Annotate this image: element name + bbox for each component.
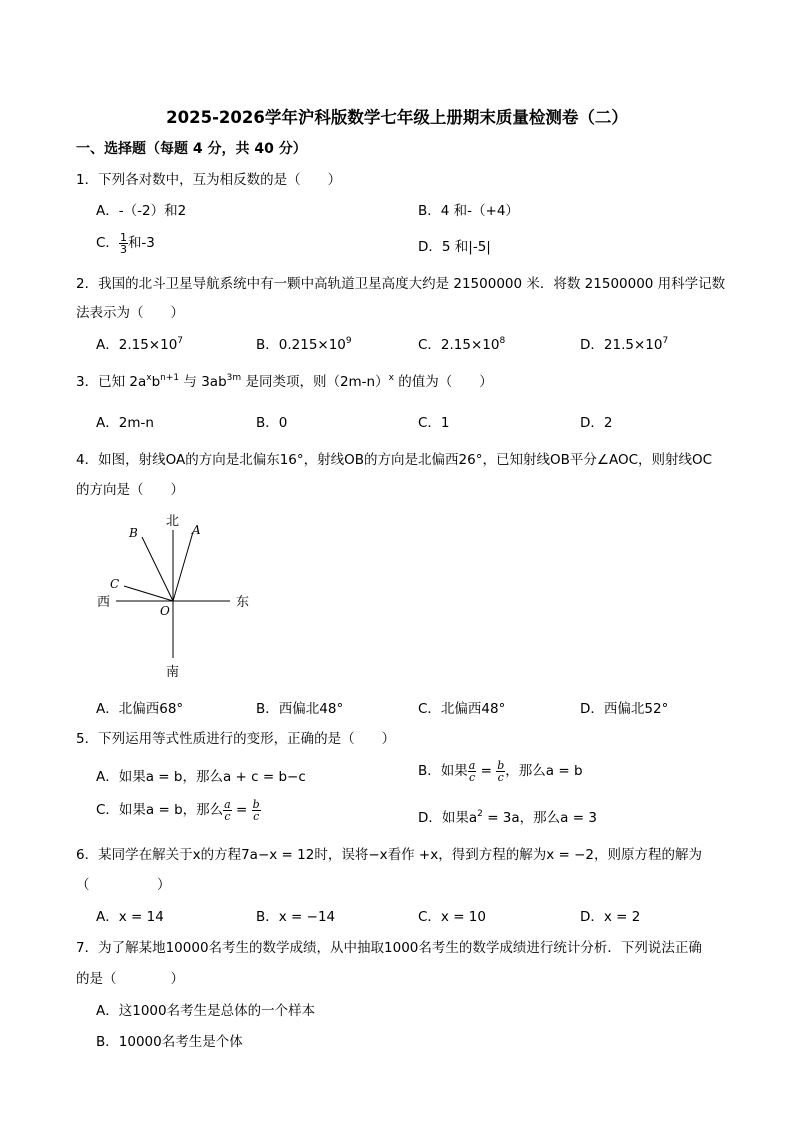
fraction-denominator: c (224, 809, 231, 823)
question-2-stem-line1: 2．我国的北斗卫星导航系统中有一颗中高轨道卫星高度大约是 21500000 米．将数 21500000 用科学记数 (76, 276, 726, 292)
question-4-option-c: C．北偏西48° (418, 701, 506, 717)
question-5-stem: 5．下列运用等式性质进行的变形，正确的是（ ） (76, 731, 396, 747)
question-6-stem-line2: （ ） (76, 877, 171, 893)
question-1-option-d: D．5 和|-5| (418, 239, 491, 255)
q3-exp: x (388, 373, 394, 383)
question-3-option-a: A．2m-n (96, 415, 154, 431)
question-6-option-d: D．x = 2 (580, 909, 641, 925)
q5d-exp: 2 (477, 809, 483, 819)
q3-exp: n+1 (160, 373, 180, 383)
section-heading: 一、选择题（每题 4 分，共 40 分） (76, 141, 307, 157)
option-c-suffix: 和-3 (127, 235, 155, 251)
q3-part: 3．已知 2a (76, 374, 147, 390)
option-c-exponent: 8 (499, 336, 506, 346)
label-north: 北 (166, 514, 180, 529)
label-south: 南 (166, 665, 180, 680)
question-3-option-c: C．1 (418, 415, 450, 431)
fraction-a-over-c (223, 799, 232, 822)
q3-part: 与 3ab (179, 374, 227, 390)
question-7-stem-line2: 的是（ ） (76, 971, 184, 987)
label-o: O (160, 604, 170, 618)
fraction-denominator: c (497, 770, 504, 784)
question-6-option-b: B．x = −14 (256, 909, 336, 925)
question-2-option-b (256, 333, 352, 353)
option-b-exponent: 9 (345, 336, 352, 346)
q3-part: 的值为（ ） (393, 374, 493, 390)
question-3-stem (76, 370, 493, 390)
option-b-base: B．0.215×10 (256, 337, 346, 353)
question-7-option-a: A．这1000名考生是总体的一个样本 (96, 1003, 316, 1019)
question-6-option-a: A．x = 14 (96, 909, 164, 925)
question-4-stem-line2: 的方向是（ ） (76, 482, 184, 498)
label-west: 西 (97, 595, 111, 610)
question-2-option-a (96, 333, 183, 353)
question-1-stem: 1．下列各对数中，互为相反数的是（ ） (76, 172, 342, 188)
question-2-option-d (580, 333, 668, 353)
question-1-option-c (96, 231, 155, 255)
fraction-numerator: a (468, 758, 476, 772)
question-5-option-c (96, 798, 261, 822)
option-d-exponent: 7 (662, 336, 669, 346)
question-4-option-d: D．西偏北52° (580, 701, 669, 717)
q3-part: 是同类项，则（2m-n） (241, 374, 389, 390)
question-5-option-b (418, 759, 583, 783)
question-6-option-c: C．x = 10 (418, 909, 486, 925)
q3-exp: 3m (226, 373, 242, 383)
q3-exp: x (146, 373, 152, 383)
question-6-stem-line1: 6．某同学在解关于x的方程7a−x = 12时，误将−x看作 +x，得到方程的解为x = −2，则原方程的解为 (76, 847, 702, 863)
ray-ob (142, 537, 173, 601)
page-title: 2025-2026学年沪科版数学七年级上册期末质量检测卷（二） (166, 108, 628, 127)
question-5-option-a: A．如果a = b，那么a + c = b−c (96, 769, 306, 785)
label-b: B (129, 526, 138, 540)
ray-oa (173, 532, 193, 601)
fraction-b-over-c (252, 799, 261, 822)
fraction-one-third (119, 232, 128, 255)
label-c: C (110, 577, 120, 591)
q5d-post: = 3a，那么a = 3 (482, 810, 597, 826)
option-a-exponent: 7 (177, 336, 184, 346)
question-4-option-b: B．西偏北48° (256, 701, 344, 717)
fraction-denominator: c (468, 770, 476, 784)
fraction-denominator: 3 (119, 242, 127, 256)
question-7-option-b: B．10000名考生是个体 (96, 1034, 243, 1050)
q5c-pre: C．如果a = b，那么 (96, 802, 224, 818)
question-7-stem-line1: 7．为了解某地10000名考生的数学成绩，从中抽取1000名考生的数学成绩进行统计分析．下列说法正确 (76, 940, 702, 956)
ray-oc (124, 586, 173, 601)
option-c-prefix: C． (96, 235, 119, 251)
fraction-numerator: a (224, 797, 231, 811)
option-d-base: D．21.5×10 (580, 337, 663, 353)
question-1-option-a: A．-（-2）和2 (96, 203, 187, 219)
question-1-option-b: B．4 和-（+4） (418, 203, 519, 219)
direction-diagram (96, 508, 266, 684)
fraction-numerator: 1 (119, 230, 127, 244)
fraction-denominator: c (253, 809, 260, 823)
q5b-equals: = (476, 763, 497, 779)
fraction-numerator: b (252, 797, 260, 811)
label-east: 东 (236, 595, 250, 610)
fraction-numerator: b (497, 758, 505, 772)
q5d-pre: D．如果a (418, 810, 478, 826)
question-3-option-d: D．2 (580, 415, 613, 431)
option-a-base: A．2.15×10 (96, 337, 178, 353)
question-2-option-c (418, 333, 505, 353)
q5b-pre: B．如果 (418, 763, 468, 779)
label-a: A (192, 523, 201, 537)
question-4-option-a: A．北偏西68° (96, 701, 184, 717)
q5b-post: ，那么a = b (505, 763, 583, 779)
fraction-b-over-c (496, 760, 505, 783)
option-c-base: C．2.15×10 (418, 337, 500, 353)
question-5-option-d (418, 806, 597, 826)
question-2-stem-line2: 法表示为（ ） (76, 305, 184, 321)
question-4-stem-line1: 4．如图，射线OA的方向是北偏东16°，射线OB的方向是北偏西26°，已知射线OB平分∠AOC，则射线OC (76, 452, 713, 468)
q5c-equals: = (231, 802, 252, 818)
question-3-option-b: B．0 (256, 415, 288, 431)
q3-part: b (151, 374, 161, 390)
